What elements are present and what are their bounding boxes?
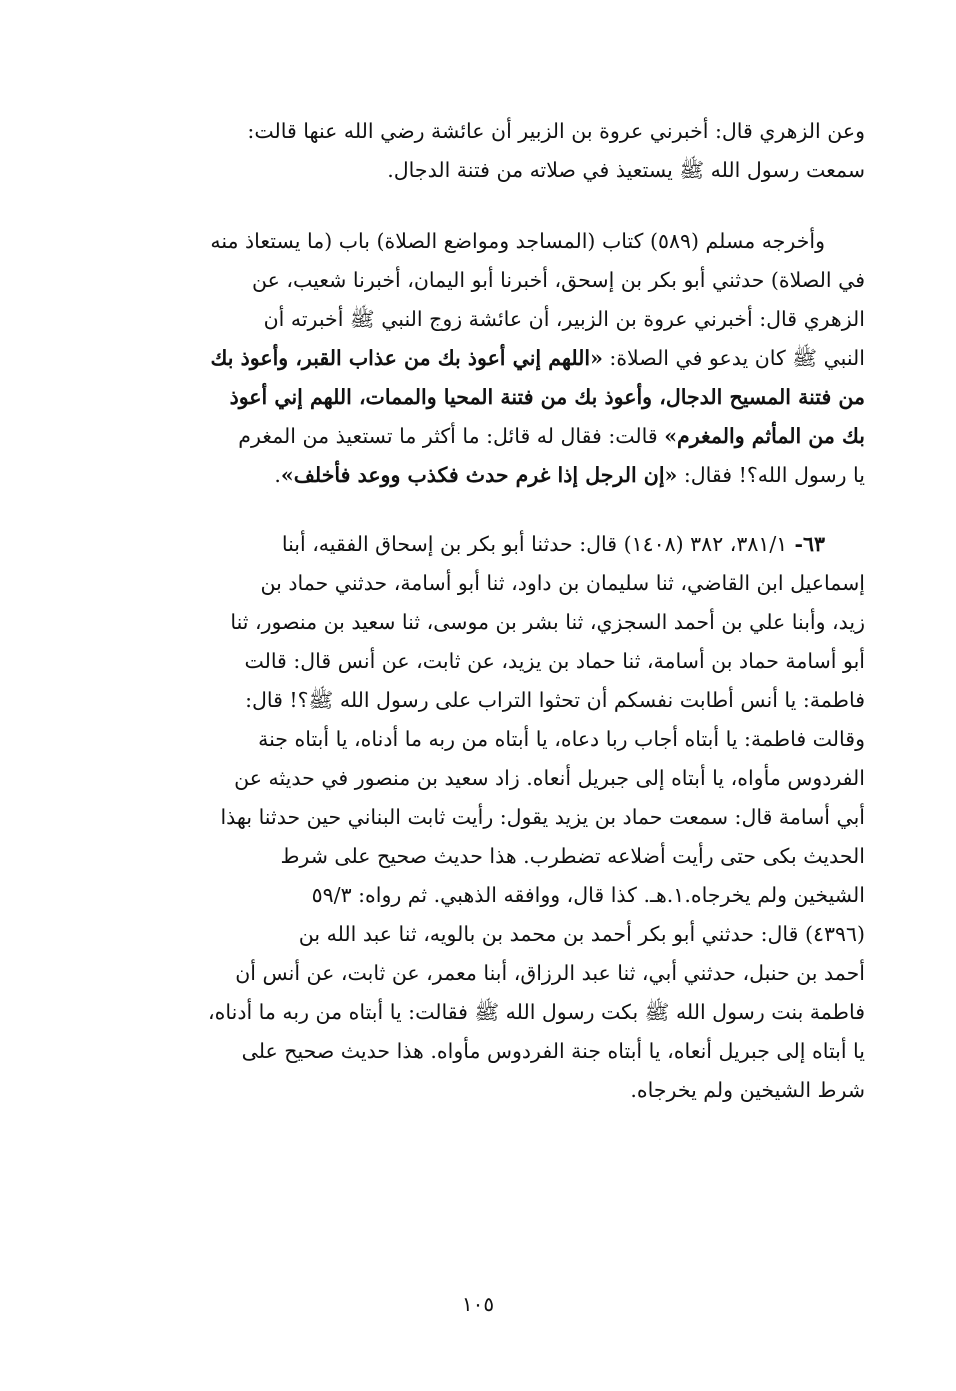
hadith-number: ٦٣- [787, 532, 825, 556]
hadith-quote-bold: بك من المأثم والمغرم» [664, 424, 865, 448]
hadith-quote-bold: من فتنة المسيح الدجال، وأعوذ بك من فتنة المحيا والممات، اللهم إني أعوذ [229, 385, 865, 409]
text-line: يا أبتاه إلى جبريل أنعاه، يا أبتاه جنة الفردوس مأواه. هذا حديث صحيح على [241, 1039, 865, 1063]
text-run: يا رسول الله؟! فقال: [677, 463, 865, 487]
text-line [145, 417, 865, 456]
text-line: الشيخين ولم يخرجاه.١.هـ. كذا قال، ووافقه الذهبي. ثم رواه: ٥٩/٣ [311, 883, 865, 907]
text-line: أبو أسامة حماد بن أسامة، ثنا حماد بن يزيد، عن ثابت، عن أنس قال: قالت [244, 649, 865, 673]
text-run: ٣٨١/١، ٣٨٢ (١٤٠٨) قال: حدثنا أبو بكر بن إسحاق الفقيه، أبنا [281, 532, 788, 556]
hadith-quote-bold: «إن الرجل إذا غرم حدث فكذب ووعد فأخلف» [280, 463, 678, 487]
text-line: أبي أسامة قال: سمعت حماد بن يزيد يقول: رأيت ثابت البناني حين حدثنا بهذا [220, 805, 865, 829]
text-line: فاطمة بنت رسول الله ﷺ بكت رسول الله ﷺ فقالت: يا أبتاه من ربه ما أدناه، [208, 1000, 865, 1024]
text-line: وعن الزهري قال: أخبرني عروة بن الزبير أن عائشة رضي الله عنها قالت: [247, 119, 865, 143]
text-line [145, 525, 865, 564]
text-line: الفردوس مأواه، يا أبتاه إلى جبريل أنعاه. زاد سعيد بن منصور في حديثه عن [234, 766, 865, 790]
paragraph-hadith-63 [145, 525, 865, 1110]
text-line: شرط الشيخين ولم يخرجاه. [630, 1078, 865, 1102]
hadith-quote-bold: «اللهم إني أعوذ بك من عذاب القبر، وأعوذ بك [210, 346, 603, 370]
text-line: وقالت فاطمة: يا أبتاه أجاب ربا دعاه، يا أبتاه من ربه ما أدناه، يا أبتاه جنة [258, 727, 865, 751]
text-run: . [274, 463, 281, 487]
text-line: فاطمة: يا أنس أطابت نفسكم أن تحثوا التراب على رسول الله ﷺ؟! قال: [245, 688, 865, 712]
text-run: قالت: فقال له قائل: ما أكثر ما تستعيذ من المغرم [238, 424, 665, 448]
text-run: النبي ﷺ كان يدعو في الصلاة: [602, 346, 865, 370]
text-line [145, 339, 865, 378]
paragraph-zuhri [145, 112, 865, 192]
text-line: وأخرجه مسلم (٥٨٩) كتاب (المساجد ومواضع الصلاة) باب (ما يستعاذ منه [210, 229, 825, 253]
text-line: الزهري قال: أخبرني عروة بن الزبير، أن عائشة زوج النبي ﷺ أخبرته أن [263, 307, 865, 331]
paragraph-muslim [145, 222, 865, 495]
page-number: ١٠٥ [461, 1292, 495, 1316]
text-line: سمعت رسول الله ﷺ يستعيذ في صلاته من فتنة الدجال. [387, 158, 865, 182]
text-line: إسماعيل ابن القاضي، ثنا سليمان بن داود، ثنا أبو أسامة، حدثني حماد بن [260, 571, 865, 595]
text-line: (٤٣٩٦) قال: حدثني أبو بكر أحمد بن محمد بن بالويه، ثنا عبد الله بن [298, 922, 865, 946]
document-body [145, 112, 865, 1110]
text-line: زيد، وأبنا علي بن أحمد السجزي، ثنا بشر بن موسى، ثنا سعيد بن منصور، ثنا [230, 610, 865, 634]
text-line: الحديث بكى حتى رأيت أضلاعه تضطرب. هذا حديث صحيح على شرط [280, 844, 865, 868]
text-line: في الصلاة) حدثني أبو بكر بن إسحق، أخبرنا أبو اليمان، أخبرنا شعيب، عن [252, 268, 865, 292]
text-line [145, 456, 865, 495]
text-line: أحمد بن حنبل، حدثني أبي، ثنا عبد الرزاق، أبنا معمر، عن ثابت، عن أنس أن [235, 961, 865, 985]
